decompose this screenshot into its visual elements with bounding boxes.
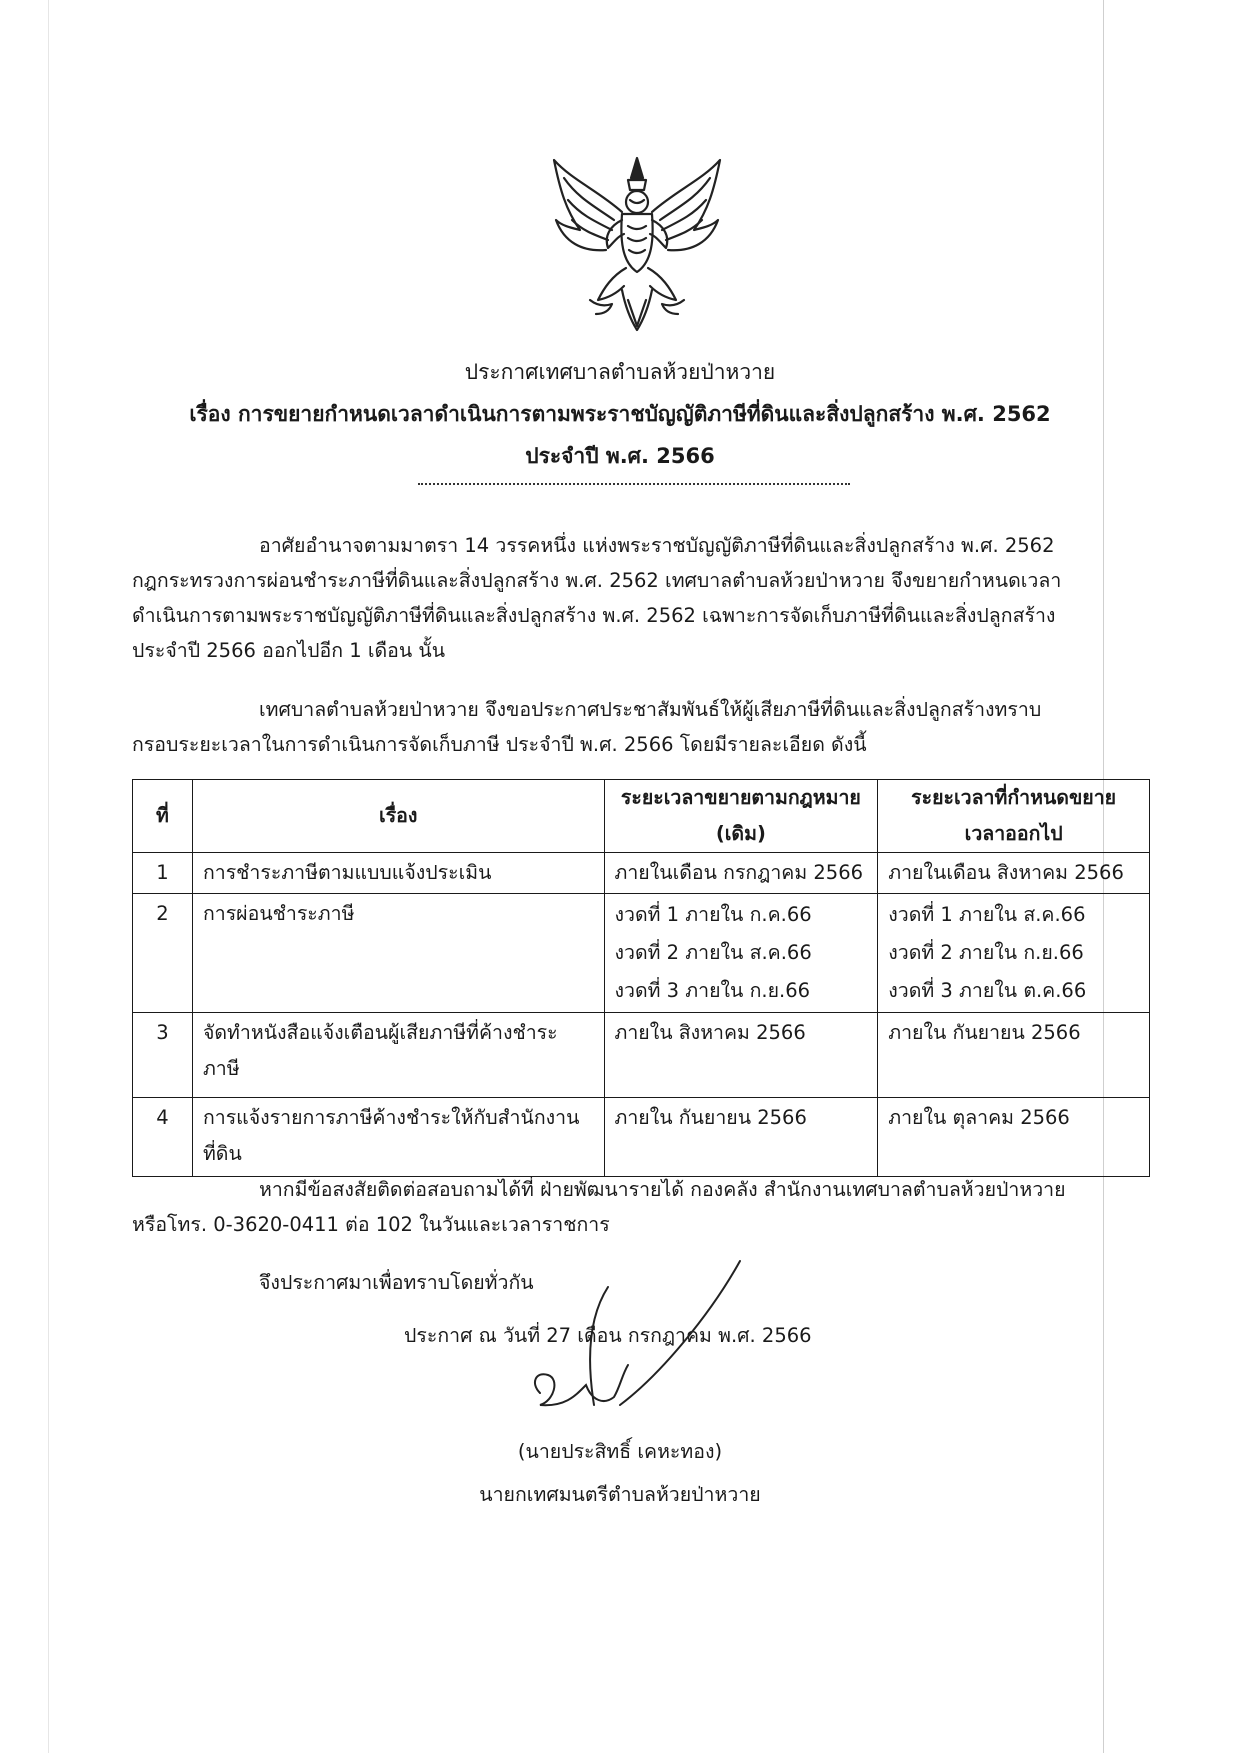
row-no: 4 (133, 1098, 193, 1177)
installment-original: งวดที่ 2 ภายใน ส.ค.66 (614, 941, 812, 964)
installment-original: งวดที่ 1 ภายใน ก.ค.66 (614, 903, 812, 926)
table-row (133, 1098, 1150, 1177)
col-header-original-l1: ระยะเวลาขยายตามกฎหมาย (620, 786, 861, 809)
contact-line2: หรือโทร. 0-3620-0411 ต่อ 102 ในวันและเวลาราชการ (132, 1213, 610, 1236)
col-header-original-l2: (เดิม) (715, 822, 766, 845)
row-extended: ภายในเดือน สิงหาคม 2566 (878, 853, 1150, 894)
para2-line2: กรอบระยะเวลาในการดำเนินการจัดเก็บภาษี ประจำปี พ.ศ. 2566 โดยมีรายละเอียด ดังนี้ (132, 733, 867, 756)
doc-subject-title: เรื่อง การขยายกำหนดเวลาดำเนินการตามพระราชบัญญัติภาษีที่ดินและสิ่งปลูกสร้าง พ.ศ. 2562 (189, 402, 1051, 426)
para1-line3: ดำเนินการตามพระราชบัญญัติภาษีที่ดินและสิ่งปลูกสร้าง พ.ศ. 2562 เฉพาะการจัดเก็บภาษีที่ดินและสิ่งปลูกสร้าง (132, 604, 1056, 627)
installment-extended: งวดที่ 3 ภายใน ต.ค.66 (888, 979, 1087, 1002)
row-extended: ภายใน ตุลาคม 2566 (878, 1098, 1150, 1177)
installment-extended: งวดที่ 1 ภายใน ส.ค.66 (888, 903, 1086, 926)
row-extended (878, 894, 1150, 1013)
paragraph-contact (132, 1172, 1152, 1242)
para1-line1: อาศัยอำนาจตามมาตรา 14 วรรคหนึ่ง แห่งพระราชบัญญัติภาษีที่ดินและสิ่งปลูกสร้าง พ.ศ. 2562 (259, 534, 1055, 557)
handwritten-signature (510, 1255, 770, 1425)
row-no: 3 (133, 1013, 193, 1098)
garuda-emblem-icon (542, 150, 732, 340)
table-header-row (133, 780, 1150, 853)
paragraph-announce (132, 692, 1152, 762)
para1-line4: ประจำปี 2566 ออกไปอีก 1 เดือน นั้น (132, 639, 446, 662)
row-subject: การผ่อนชำระภาษี (192, 894, 604, 1013)
doc-org-title: ประกาศเทศบาลตำบลห้วยป่าหวาย (464, 360, 776, 384)
row-subject: การชำระภาษีตามแบบแจ้งประเมิน (192, 853, 604, 894)
paragraph-authority (132, 528, 1152, 668)
row-extended: ภายใน กันยายน 2566 (878, 1013, 1150, 1098)
table-row (133, 853, 1150, 894)
col-header-extended (878, 780, 1150, 853)
para1-line2: กฎกระทรวงการผ่อนชำระภาษีที่ดินและสิ่งปลูกสร้าง พ.ศ. 2562 เทศบาลตำบลห้วยป่าหวาย จึงขยายกำหนดเวลา (132, 569, 1062, 592)
row-no: 2 (133, 894, 193, 1013)
installment-original: งวดที่ 3 ภายใน ก.ย.66 (614, 979, 811, 1002)
col-header-extended-l2: เวลาออกไป (964, 822, 1063, 845)
row-original: ภายใน กันยายน 2566 (604, 1098, 878, 1177)
closing-announce: จึงประกาศมาเพื่อทราบโดยทั่วกัน (259, 1271, 534, 1294)
row-subject: การแจ้งรายการภาษีค้างชำระให้กับสำนักงานที่ดิน (192, 1098, 604, 1177)
row-original (604, 894, 878, 1013)
closing-date: ประกาศ ณ วันที่ 27 เดือน กรกฎาคม พ.ศ. 2566 (404, 1324, 812, 1347)
title-divider (418, 483, 850, 485)
table-row (133, 1013, 1150, 1098)
row-original: ภายใน สิงหาคม 2566 (604, 1013, 878, 1098)
signer-title: นายกเทศมนตรีตำบลห้วยป่าหวาย (479, 1483, 761, 1506)
signer-name: (นายประสิทธิ์ เคหะทอง) (517, 1440, 723, 1463)
doc-year-title: ประจำปี พ.ศ. 2566 (525, 444, 715, 468)
table-row (133, 894, 1150, 1013)
installment-extended: งวดที่ 2 ภายใน ก.ย.66 (888, 941, 1084, 964)
col-header-original (604, 780, 878, 853)
col-header-extended-l1: ระยะเวลาที่กำหนดขยาย (911, 786, 1117, 809)
para2-line1: เทศบาลตำบลห้วยป่าหวาย จึงขอประกาศประชาสัมพันธ์ให้ผู้เสียภาษีที่ดินและสิ่งปลูกสร้างทราบ (259, 698, 1042, 721)
col-header-subject: เรื่อง (192, 780, 604, 853)
contact-line1: หากมีข้อสงสัยติดต่อสอบถามได้ที่ ฝ่ายพัฒนารายได้ กองคลัง สำนักงานเทศบาลตำบลห้วยป่าหวาย (259, 1178, 1066, 1201)
row-subject: จัดทำหนังสือแจ้งเตือนผู้เสียภาษีที่ค้างชำระภาษี (192, 1013, 604, 1098)
col-header-no: ที่ (133, 780, 193, 853)
row-original: ภายในเดือน กรกฎาคม 2566 (604, 853, 878, 894)
row-no: 1 (133, 853, 193, 894)
schedule-table (132, 779, 1150, 1177)
